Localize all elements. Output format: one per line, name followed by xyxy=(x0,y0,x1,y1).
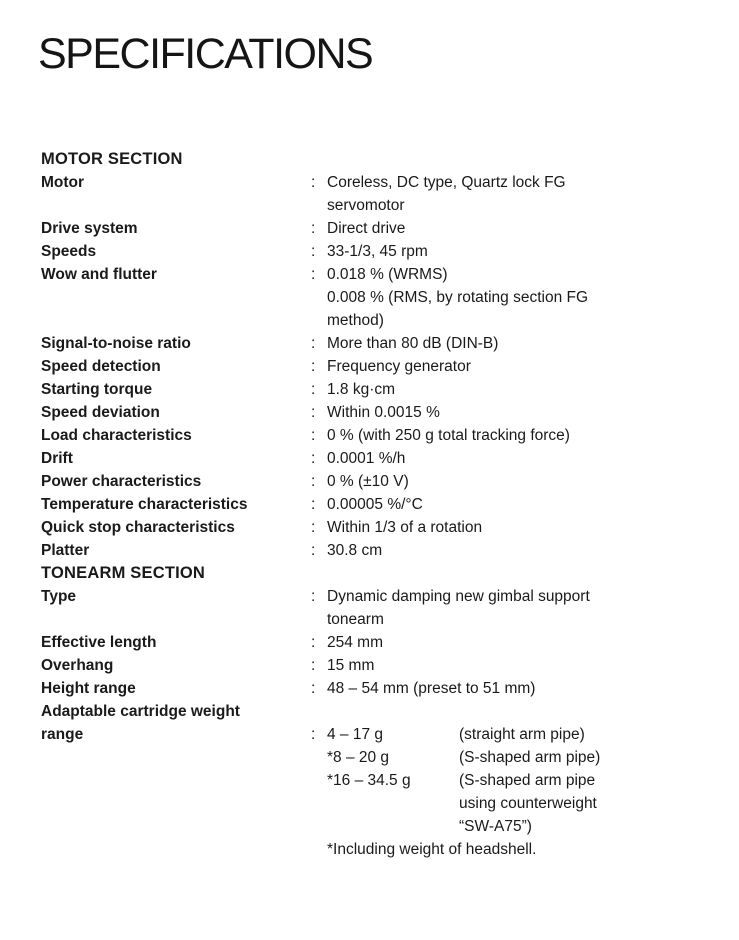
spec-label: Height range xyxy=(41,680,136,697)
spec-colon: : xyxy=(311,381,316,398)
spec-colon: : xyxy=(311,473,316,490)
spec-row xyxy=(41,677,721,700)
spec-row xyxy=(41,263,721,332)
spec-label: Type xyxy=(41,588,77,605)
spec-colon: : xyxy=(311,358,316,375)
spec-label: Power characteristics xyxy=(41,473,202,490)
spec-row xyxy=(41,332,721,355)
spec-value xyxy=(327,493,721,516)
spec-row xyxy=(41,424,721,447)
spec-value-line: 0.008 % (RMS, by rotating section FG xyxy=(327,289,589,306)
spec-label: Speeds xyxy=(41,243,97,260)
spec-row xyxy=(41,171,721,217)
spec-value-line: 1.8 kg·cm xyxy=(327,381,396,398)
spec-row xyxy=(41,631,721,654)
spec-value-line: 0.018 % (WRMS) xyxy=(327,266,448,283)
spec-label: Adaptable cartridge weight xyxy=(41,703,240,720)
spec-value-line: Coreless, DC type, Quartz lock FG xyxy=(327,174,566,191)
spec-row xyxy=(41,516,721,539)
spec-value-line: 0 % (with 250 g total tracking force) xyxy=(327,427,570,444)
spec-label: Drive system xyxy=(41,220,138,237)
page-title: SPECIFICATIONS xyxy=(38,30,373,78)
spec-colon: : xyxy=(311,542,316,559)
spec-value xyxy=(327,516,721,539)
spec-colon: : xyxy=(311,243,316,260)
spec-value-line: 33-1/3, 45 rpm xyxy=(327,243,428,260)
spec-value-line: Within 1/3 of a rotation xyxy=(327,519,483,536)
spec-label: Motor xyxy=(41,174,85,191)
spec-value xyxy=(327,217,721,240)
spec-label: Load characteristics xyxy=(41,427,192,444)
spec-label: Speed deviation xyxy=(41,404,160,421)
spec-colon: : xyxy=(311,496,316,513)
weight-note xyxy=(459,746,721,769)
spec-value xyxy=(327,447,721,470)
spec-row xyxy=(41,539,721,562)
spec-row xyxy=(41,585,721,631)
spec-row xyxy=(41,470,721,493)
spec-value xyxy=(327,355,721,378)
cartridge-weight-values xyxy=(41,723,721,838)
spec-value-line: servomotor xyxy=(327,197,405,214)
spec-value-line: Frequency generator xyxy=(327,358,471,375)
weight-note-line: (S-shaped arm pipe xyxy=(459,772,596,789)
spec-value-line: tonearm xyxy=(327,611,384,628)
spec-colon: : xyxy=(311,335,316,352)
spec-colon: : xyxy=(311,266,316,283)
spec-value xyxy=(327,378,721,401)
spec-value-line: More than 80 dB (DIN-B) xyxy=(327,335,499,352)
spec-row xyxy=(41,447,721,470)
tonearm-section-rows xyxy=(41,585,721,700)
spec-row xyxy=(41,401,721,424)
spec-value xyxy=(327,470,721,493)
spec-label: Temperature characteristics xyxy=(41,496,248,513)
spec-label: Starting torque xyxy=(41,381,153,398)
weight-list xyxy=(327,723,721,838)
motor-section-heading: MOTOR SECTION xyxy=(41,150,183,168)
spec-row xyxy=(41,355,721,378)
spec-colon: : xyxy=(311,220,316,237)
weight-row xyxy=(327,769,721,838)
weight-value: *8 – 20 g xyxy=(327,749,390,766)
spec-colon: : xyxy=(311,174,316,191)
spec-row xyxy=(41,378,721,401)
spec-value xyxy=(327,240,721,263)
spec-value-line: 0.00005 %/°C xyxy=(327,496,423,513)
spec-label: Speed detection xyxy=(41,358,161,375)
spec-label: range xyxy=(41,726,84,743)
spec-row xyxy=(41,217,721,240)
spec-value xyxy=(327,539,721,562)
spec-value-line: 254 mm xyxy=(327,634,383,651)
weight-note-line: (straight arm pipe) xyxy=(459,726,585,743)
spec-label: Platter xyxy=(41,542,90,559)
spec-value-line: 0.0001 %/h xyxy=(327,450,406,467)
spec-label: Quick stop characteristics xyxy=(41,519,235,536)
weight-row xyxy=(327,746,721,769)
specifications-list xyxy=(41,148,721,861)
spec-value xyxy=(327,585,721,631)
spec-value xyxy=(327,171,721,217)
spec-label: Signal-to-noise ratio xyxy=(41,335,191,352)
spec-colon: : xyxy=(311,450,316,467)
weight-value: *16 – 34.5 g xyxy=(327,772,411,789)
weight-row xyxy=(327,723,721,746)
spec-value xyxy=(327,263,721,332)
spec-value-line: Dynamic damping new gimbal support xyxy=(327,588,590,605)
spec-value-line: 48 – 54 mm (preset to 51 mm) xyxy=(327,680,536,697)
weight-note-line: “SW-A75”) xyxy=(459,818,532,835)
spec-value-line: 30.8 cm xyxy=(327,542,383,559)
spec-value xyxy=(327,654,721,677)
spec-value xyxy=(327,631,721,654)
weight-note-line: using counterweight xyxy=(459,795,597,812)
spec-value xyxy=(327,332,721,355)
spec-value-line: Direct drive xyxy=(327,220,406,237)
spec-row xyxy=(41,240,721,263)
spec-value-line: method) xyxy=(327,312,384,329)
spec-label: Wow and flutter xyxy=(41,266,157,283)
motor-section-rows xyxy=(41,171,721,562)
spec-colon: : xyxy=(311,657,316,674)
cartridge-weight-row xyxy=(41,700,721,723)
spec-value xyxy=(327,424,721,447)
spec-colon: : xyxy=(311,680,316,697)
tonearm-section-heading: TONEARM SECTION xyxy=(41,564,206,582)
spec-value-line: Within 0.0015 % xyxy=(327,404,440,421)
spec-label: Effective length xyxy=(41,634,157,651)
spec-label: Overhang xyxy=(41,657,114,674)
spec-value xyxy=(327,677,721,700)
spec-colon: : xyxy=(311,519,316,536)
spec-colon: : xyxy=(311,404,316,421)
weight-note xyxy=(459,723,721,746)
spec-value-line: 0 % (±10 V) xyxy=(327,473,409,490)
spec-label: Drift xyxy=(41,450,73,467)
spec-row xyxy=(41,654,721,677)
spec-value-line: 15 mm xyxy=(327,657,375,674)
spec-row xyxy=(41,493,721,516)
weight-note-line: (S-shaped arm pipe) xyxy=(459,749,601,766)
spec-colon: : xyxy=(311,588,316,605)
spec-value xyxy=(327,401,721,424)
weight-note xyxy=(459,769,721,838)
spec-colon: : xyxy=(311,634,316,651)
weight-value: 4 – 17 g xyxy=(327,726,384,743)
spec-colon: : xyxy=(311,726,316,743)
spec-colon: : xyxy=(311,427,316,444)
footnote: *Including weight of headshell. xyxy=(327,841,537,858)
